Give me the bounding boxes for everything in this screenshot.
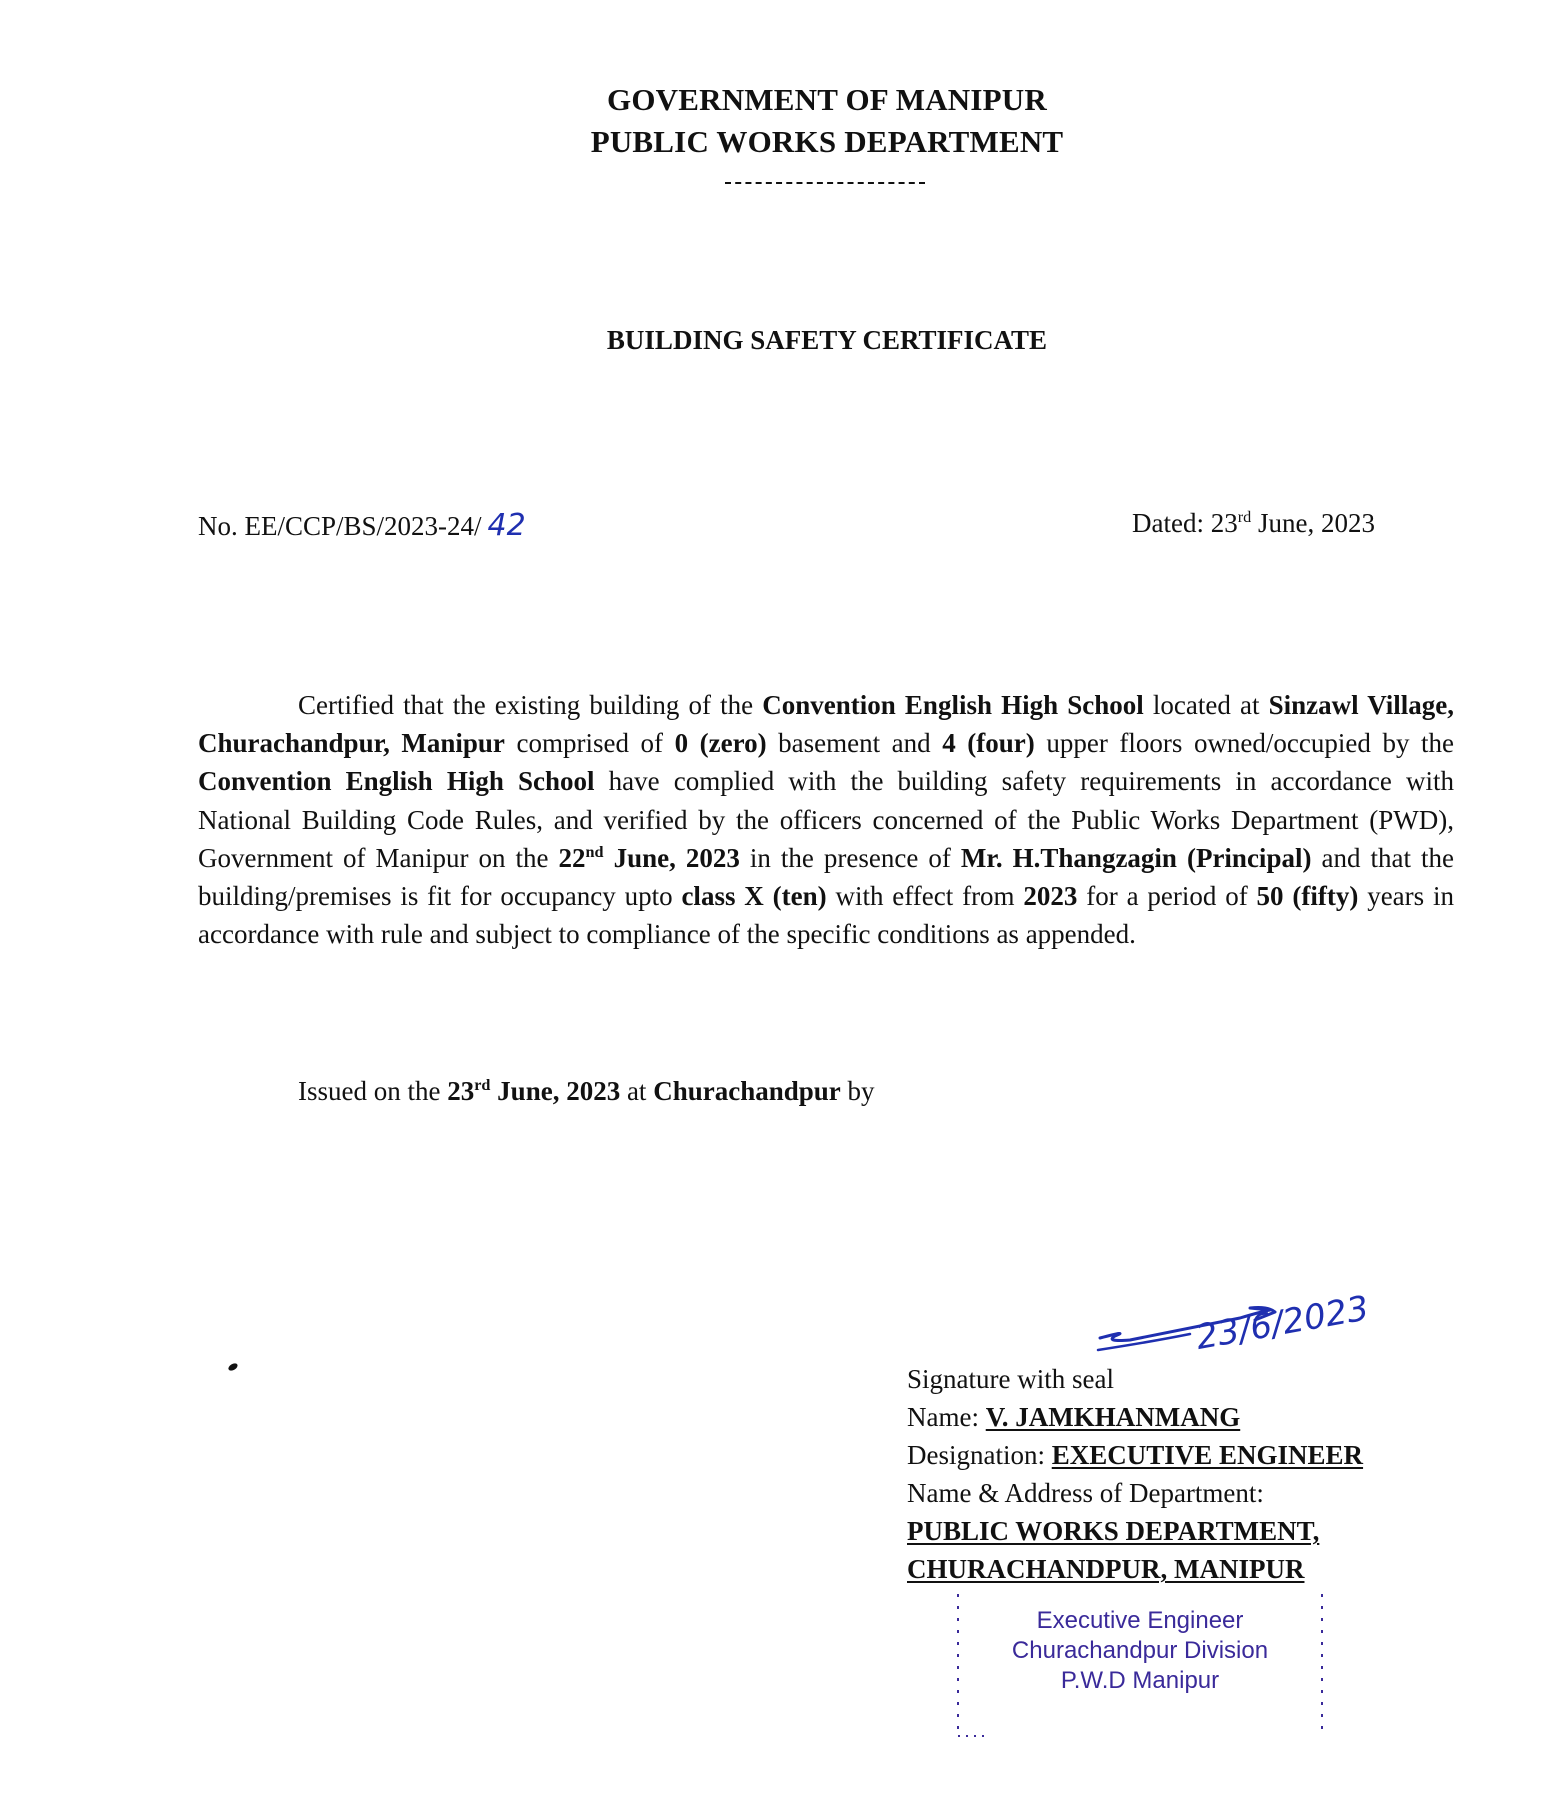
name-label: Name: bbox=[907, 1402, 986, 1432]
issued-text: by bbox=[840, 1076, 875, 1106]
issued-place: Churachandpur bbox=[653, 1076, 841, 1106]
issued-rest: June, 2023 bbox=[490, 1076, 621, 1106]
date-suffix: rd bbox=[1237, 508, 1252, 526]
stamp-line-1: Executive Engineer bbox=[1036, 1607, 1244, 1634]
floor-count: 4 (four) bbox=[942, 728, 1035, 759]
stamp-line-2: Churachandpur Division bbox=[1011, 1637, 1269, 1664]
issued-text: at bbox=[620, 1076, 654, 1106]
school-name: Convention English High School bbox=[198, 766, 595, 797]
department-label: Name & Address of Department: bbox=[907, 1478, 1264, 1508]
issued-day: 23 bbox=[447, 1076, 475, 1106]
department-line-1: PUBLIC WORKS DEPARTMENT, bbox=[907, 1516, 1320, 1546]
issued-suffix: rd bbox=[474, 1076, 491, 1094]
date-label: Dated: bbox=[1132, 508, 1211, 538]
principal-name: Mr. H.Thangzagin (Principal) bbox=[960, 842, 1312, 873]
body-text: and that the building/premises is fit for occupancy upto bbox=[198, 842, 1454, 912]
body-text: for a period of bbox=[1077, 881, 1257, 912]
school-name: Convention English High School bbox=[762, 690, 1144, 720]
date-line bbox=[1132, 508, 1375, 539]
reference-prefix: No. EE/CCP/BS/2023-24/ bbox=[198, 511, 482, 541]
issued-date bbox=[447, 1076, 620, 1106]
signature-block bbox=[907, 1360, 1363, 1588]
verification-rest: June, 2023 bbox=[603, 842, 740, 873]
signatory-designation: EXECUTIVE ENGINEER bbox=[1051, 1440, 1364, 1470]
date-day: 23 bbox=[1210, 508, 1238, 538]
basement-count: 0 (zero) bbox=[674, 728, 767, 759]
header-divider bbox=[725, 182, 925, 184]
reference-number bbox=[198, 508, 526, 543]
certification-paragraph bbox=[198, 686, 1454, 953]
body-text: located at bbox=[1143, 690, 1269, 720]
school-location: Sinzawl Village, Churachandpur, Manipur bbox=[198, 690, 1454, 759]
handwritten-signature-date: 23/6/2023 bbox=[1193, 1288, 1372, 1358]
header-department: PUBLIC WORKS DEPARTMENT bbox=[590, 124, 1064, 159]
signatory-name-line bbox=[907, 1398, 1363, 1436]
issued-text: Issued on the bbox=[298, 1076, 448, 1106]
handwritten-reference-number: 42 bbox=[487, 508, 526, 543]
ink-speck bbox=[227, 1362, 239, 1372]
validity-period: 50 (fifty) bbox=[1256, 881, 1359, 912]
department-line-2: CHURACHANDPUR, MANIPUR bbox=[907, 1554, 1305, 1584]
body-text: basement and bbox=[766, 728, 943, 759]
verification-suffix: nd bbox=[585, 842, 604, 861]
occupancy-class: class X (ten) bbox=[681, 881, 827, 912]
body-text: years in accordance with rule and subject to compliance of the specific conditions as appended. bbox=[198, 881, 1455, 950]
effective-year: 2023 bbox=[1023, 881, 1078, 912]
body-text: in the presence of bbox=[739, 842, 961, 873]
verification-date bbox=[559, 843, 740, 873]
designation-line bbox=[907, 1436, 1363, 1474]
issued-line bbox=[298, 1076, 875, 1107]
stamp-text bbox=[955, 1606, 1325, 1696]
signatory-name: V. JAMKHANMANG bbox=[985, 1402, 1241, 1432]
header-government: GOVERNMENT OF MANIPUR bbox=[607, 82, 1047, 117]
designation-label: Designation: bbox=[907, 1440, 1052, 1470]
body-text: with effect from bbox=[826, 881, 1024, 912]
body-text: Certified that the existing building of the bbox=[298, 690, 763, 720]
date-rest: June, 2023 bbox=[1251, 508, 1375, 538]
body-text: upper floors owned/occupied by the bbox=[1034, 728, 1454, 759]
signature-label: Signature with seal bbox=[907, 1364, 1114, 1394]
verification-day: 22 bbox=[558, 842, 586, 873]
body-text: comprised of bbox=[504, 728, 675, 759]
body-text: have complied with the building safety requirements in accordance with National Building Code Rules, and verified by the officers concerned of the Public Works Department (PWD), Government of Manipur on the bbox=[198, 766, 1454, 873]
document-title: BUILDING SAFETY CERTIFICATE bbox=[606, 325, 1048, 355]
stamp-line-3: P.W.D Manipur bbox=[1060, 1667, 1220, 1694]
